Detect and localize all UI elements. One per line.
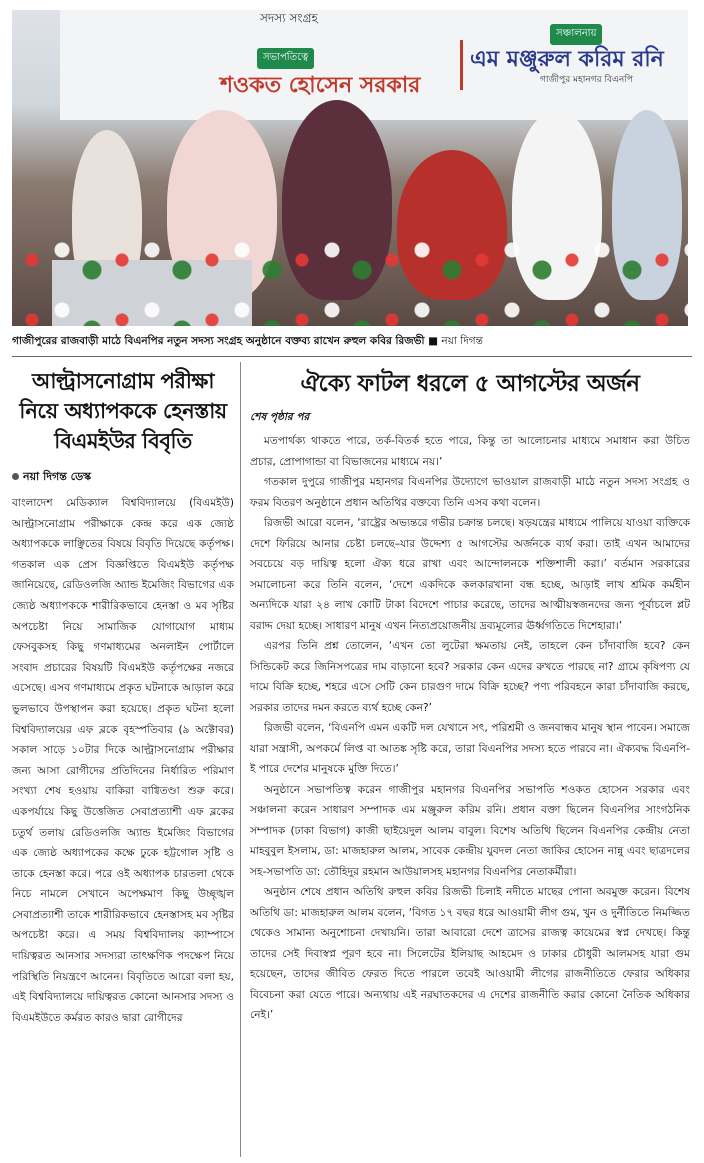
flower-decoration — [12, 230, 688, 326]
left-body: বাংলাদেশ মেডিক্যাল বিশ্ববিদ্যালয়ে (বিএমইউ) আল্ট্রাসনোগ্রাম পরীক্ষাকে কেন্দ্র করে এক জ্যেষ্ঠ অধ্যাপককে লাঞ্ছিতের বিষয়ে বিবৃতি দিয়েছে কর্তৃপক্ষ। গতকাল এক প্রেস বিজ্ঞপ্তিতে বিএমইউ কর্তৃপক্ষ জানিয়েছে, রেডিওলজি অ্যান্ড ইমেজিং বিভাগের এক জ্যেষ্ঠ অধ্যাপককে শারীরিকভাবে হেনস্তা ও মব সৃষ্টির অপচেষ্টা নিয়ে সামাজিক যোগাযোগ মাধ্যম ফেসবুকসহ কিছু গণমাধ্যমের অনলাইন পোর্টালে সংবাদ প্রচারের বিষয়টি বিএমইউ কর্তৃপক্ষের নজরে এসেছে। এসব গণমাধ্যমে প্রকৃত ঘটনাকে আড়াল করে ভুলভাবে উপস্থাপন করা হয়েছে। প্রকৃত ঘটনা হলো বিশ্ববিদ্যালয়ের এফ ব্লকে বৃহস্পতিবার (৯ অক্টোবর) সকাল সাড়ে ১০টার দিকে আল্ট্রাসনোগ্রাম পরীক্ষার জন্য আসা রোগীদের প্রতিদিনের নির্ধারিত পরিমাণ সংখ্যা শেষ হওয়ায় বাকিরা বাগ্বিতণ্ডা শুরু করে। একপর্যায়ে কিছু উত্তেজিত সেবাপ্রত্যাশী এফ ব্লকের চতুর্থ তলায় রেডিওলজি অ্যান্ড ইমেজিং বিভাগের এক জ্যেষ্ঠ অধ্যাপকের কক্ষে ঢুকে হট্টগোল সৃষ্টি ও তাকে হেনস্তা করে। পরে ওই অধ্যাপক চারতলা থেকে নিচে নামলে সেখানে অপেক্ষমাণ কিছু উচ্ছৃঙ্খল সেবাপ্রত্যাশী তাকে শারীরিকভাবে হেনস্তাসহ মব সৃষ্টির অপচেষ্টা করে। এ সময় বিশ্ববিদ্যালয় ক্যাম্পাসে দায়িত্বরত আনসার সদস্যরা তাৎক্ষণিক পদক্ষেপ নিয়ে পরিস্থিতি নিয়ন্ত্রণে আনেন। বিবৃতিতে আরো বলা হয়, এই বিশ্ববিদ্যালয়ে দায়িত্বরত কোনো আনসার সদস্য ও বিএমইউতে কর্মরত কারও দ্বারা রোগীদের — [12, 497, 234, 1024]
banner-top-text: সদস্য সংগ্রহ — [260, 11, 318, 25]
paragraph: মতপার্থক্য থাকতে পারে, তর্ক-বিতর্ক হতে পারে, কিন্তু তা আলোচনার মাধ্যমে সমাধান করা উচিত প্রচার, প্রোপাগান্ডা বা বিভাজনের মাধ্যমে নয়।’ — [250, 435, 690, 468]
column-divider — [240, 362, 241, 1157]
paragraph: অনুষ্ঠান শেষে প্রধান অতিথি রুহুল কবির রিজভী চিলাই নদীতে মাছের পোনা অবমুক্ত করেন। বিশেষ অতিথি ডা: মাজহারুল আলম বলেন, ‘বিগত ১৭ বছর ধরে আওয়ামী লীগ গুম, খুন ও দুর্নীতিতে নিমজ্জিত থেকেও সামান্য অনুশোচনা দেখায়নি। তারা আবারো দেশে ত্রাসের রাজত্ব কায়েমের স্বপ্ন দেখছে। কিন্তু তাদের সেই দিবাস্বপ্ন পূরণ হবে না। সিলেটের ইলিয়াছ আহমেদ ও ঢাকার চৌধুরী আলমসহ যারা গুম হয়েছেন, তাদের জীবিত ফেরত দিতে পারলে তবেই আওয়ামী লীগের রাজনীতিতে ফেরার অধিকার বিবেচনা করা যেতে পারে। অন্যথায় এই নরঘাতকদের এ দেশের রাজনীতি করার কোনো নৈতিক অধিকার নেই।’ — [250, 886, 690, 1021]
right-body — [250, 431, 690, 1026]
caption-source: ■ নয়া দিগন্ত — [428, 335, 483, 347]
photo-caption — [12, 334, 692, 351]
banner-divider — [460, 40, 463, 90]
paragraph: গতকাল দুপুরে গাজীপুর মহানগর বিএনপির উদ্যোগে ভাওয়াল রাজবাড়ী মাঠে নতুন সদস্য সংগ্রহ ও ফরম বিতরণ অনুষ্ঠানে প্রধান অতিথির বক্তব্যে তিনি এসব কথা বলেন। — [250, 476, 690, 509]
banner-subtext: গাজীপুর মহানগর বিএনপি — [540, 75, 633, 85]
bullet-icon — [12, 473, 19, 480]
horizontal-rule — [12, 356, 692, 357]
left-headline: আল্ট্রাসনোগ্রাম পরীক্ষা নিয়ে অধ্যাপককে হেনস্তায় বিএমইউর বিবৃতি — [19, 369, 227, 453]
paragraph: রিজভী আরো বলেন, ‘রাষ্ট্রের অভ্যন্তরে গভীর চক্রান্ত চলছে। ষড়যন্ত্রের মাধ্যমে পালিয়ে যাওয়া ব্যক্তিকে দেশে ফিরিয়ে আনার চেষ্টা চলছে–যার উদ্দেশ্য ৫ আগস্টের অর্জনকে ব্যর্থ করা। তাই এখন আমাদের সবচেয়ে বড় দায়িত্ব হলো ঐক্য ধরে রাখা এবং আন্দোলনকে শক্তিশালী করা।’ বর্তমান সরকারের সমালোচনা করে তিনি বলেন, ‘দেশে একদিকে কলকারখানা বন্ধ হচ্ছে, আড়াই লাখ শ্রমিক কর্মহীন অন্যদিকে যারা ২৪ লাখ কোটি টাকা বিদেশে পাচার করেছে, তাদের আত্মীয়স্বজনদের জন্য পূর্বাচলে প্লট বরাদ্দ দেয়া হচ্ছে। সাধারণ মানুষ এখন নিত্যপ্রয়োজনীয় দ্রব্যমূল্যের ঊর্ধ্বগতিতে দিশেহারা।’ — [250, 517, 690, 632]
right-headline: ঐক্যে ফাটল ধরলে ৫ আগস্টের অর্জন — [300, 371, 640, 397]
paragraph: রিজভী বলেন, ‘বিএনপি এমন একটি দল যেখানে সৎ, পরিশ্রমী ও জনবান্ধব মানুষ স্থান পাবেন। সমাজে যারা সন্ত্রাসী, অপকর্মে লিপ্ত বা আতঙ্ক সৃষ্টি করে, তারা বিএনপির সদস্য হতে পারবে না। ঐক্যবদ্ধ বিএনপি-ই পারে দেশের মানুষকে মুক্তি দিতে।’ — [250, 722, 690, 775]
byline-text: নয়া দিগন্ত ডেস্ক — [23, 470, 92, 483]
caption-text: গাজীপুরের রাজবাড়ী মাঠে বিএনপির নতুন সদস্য সংগ্রহ অনুষ্ঠানে বক্তব্য রাখেন রুহুল কবির রিজভী — [12, 335, 425, 347]
paragraph: এরপর তিনি প্রশ্ন তোলেন, ‘এখন তো লুটেরা ক্ষমতায় নেই, তাহলে কেন চাঁদাবাজি হবে? কেন সিন্ডিকেট করে জিনিসপত্রের দাম বাড়ানো হবে? সরকার কেন এদের রুখতে পারছে না? গ্রামে কৃষিপণ্য যে দামে বিক্রি হচ্ছে, শহরে এসে সেটি কেন চারগুণ দামে বিক্রি হচ্ছে? পণ্য পরিবহনে কারা চাঁদাবাজি করছে, সরকার তাদের দমন করতে ব্যর্থ হচ্ছে কেন?’ — [250, 640, 690, 714]
banner-tag-presided: সভাপতিত্বে — [257, 48, 314, 69]
paragraph: অনুষ্ঠানে সভাপতিত্ব করেন গাজীপুর মহানগর বিএনপির সভাপতি শওকত হোসেন সরকার এবং সঞ্চালনা করেন সাধারণ সম্পাদক এম মঞ্জুরুল করিম রনি। প্রধান বক্তা ছিলেন বিএনপির সাংগঠনিক সম্পাদক (ঢাকা বিভাগ) কাজী ছাইয়েদুল আলম বাবুল। বিশেষ অতিথি ছিলেন বিএনপির কেন্দ্রীয় নেতা মাহবুবুল ইসলাম, ডা: মাজহারুল আলম, সাবেক কেন্দ্রীয় যুবদল নেতা জাকির হোসেন নান্নু এবং ছাত্রদলের সহ-সভাপতি ডা: তৌহিদুর রহমান আউয়ালসহ মহানগর বিএনপির নেতাকর্মীরা। — [250, 783, 690, 878]
left-byline — [12, 468, 234, 487]
right-article — [250, 366, 690, 1026]
banner-name-left: শওকত হোসেন সরকার — [220, 73, 421, 98]
banner-name-right: এম মঞ্জুরুল করিম রনি — [470, 47, 664, 72]
continuation-note: শেষ পৃষ্ঠার পর — [250, 411, 310, 423]
banner-tag-moderated: সঞ্চালনায় — [550, 24, 602, 45]
news-photo — [12, 10, 688, 326]
left-article — [12, 360, 234, 1028]
